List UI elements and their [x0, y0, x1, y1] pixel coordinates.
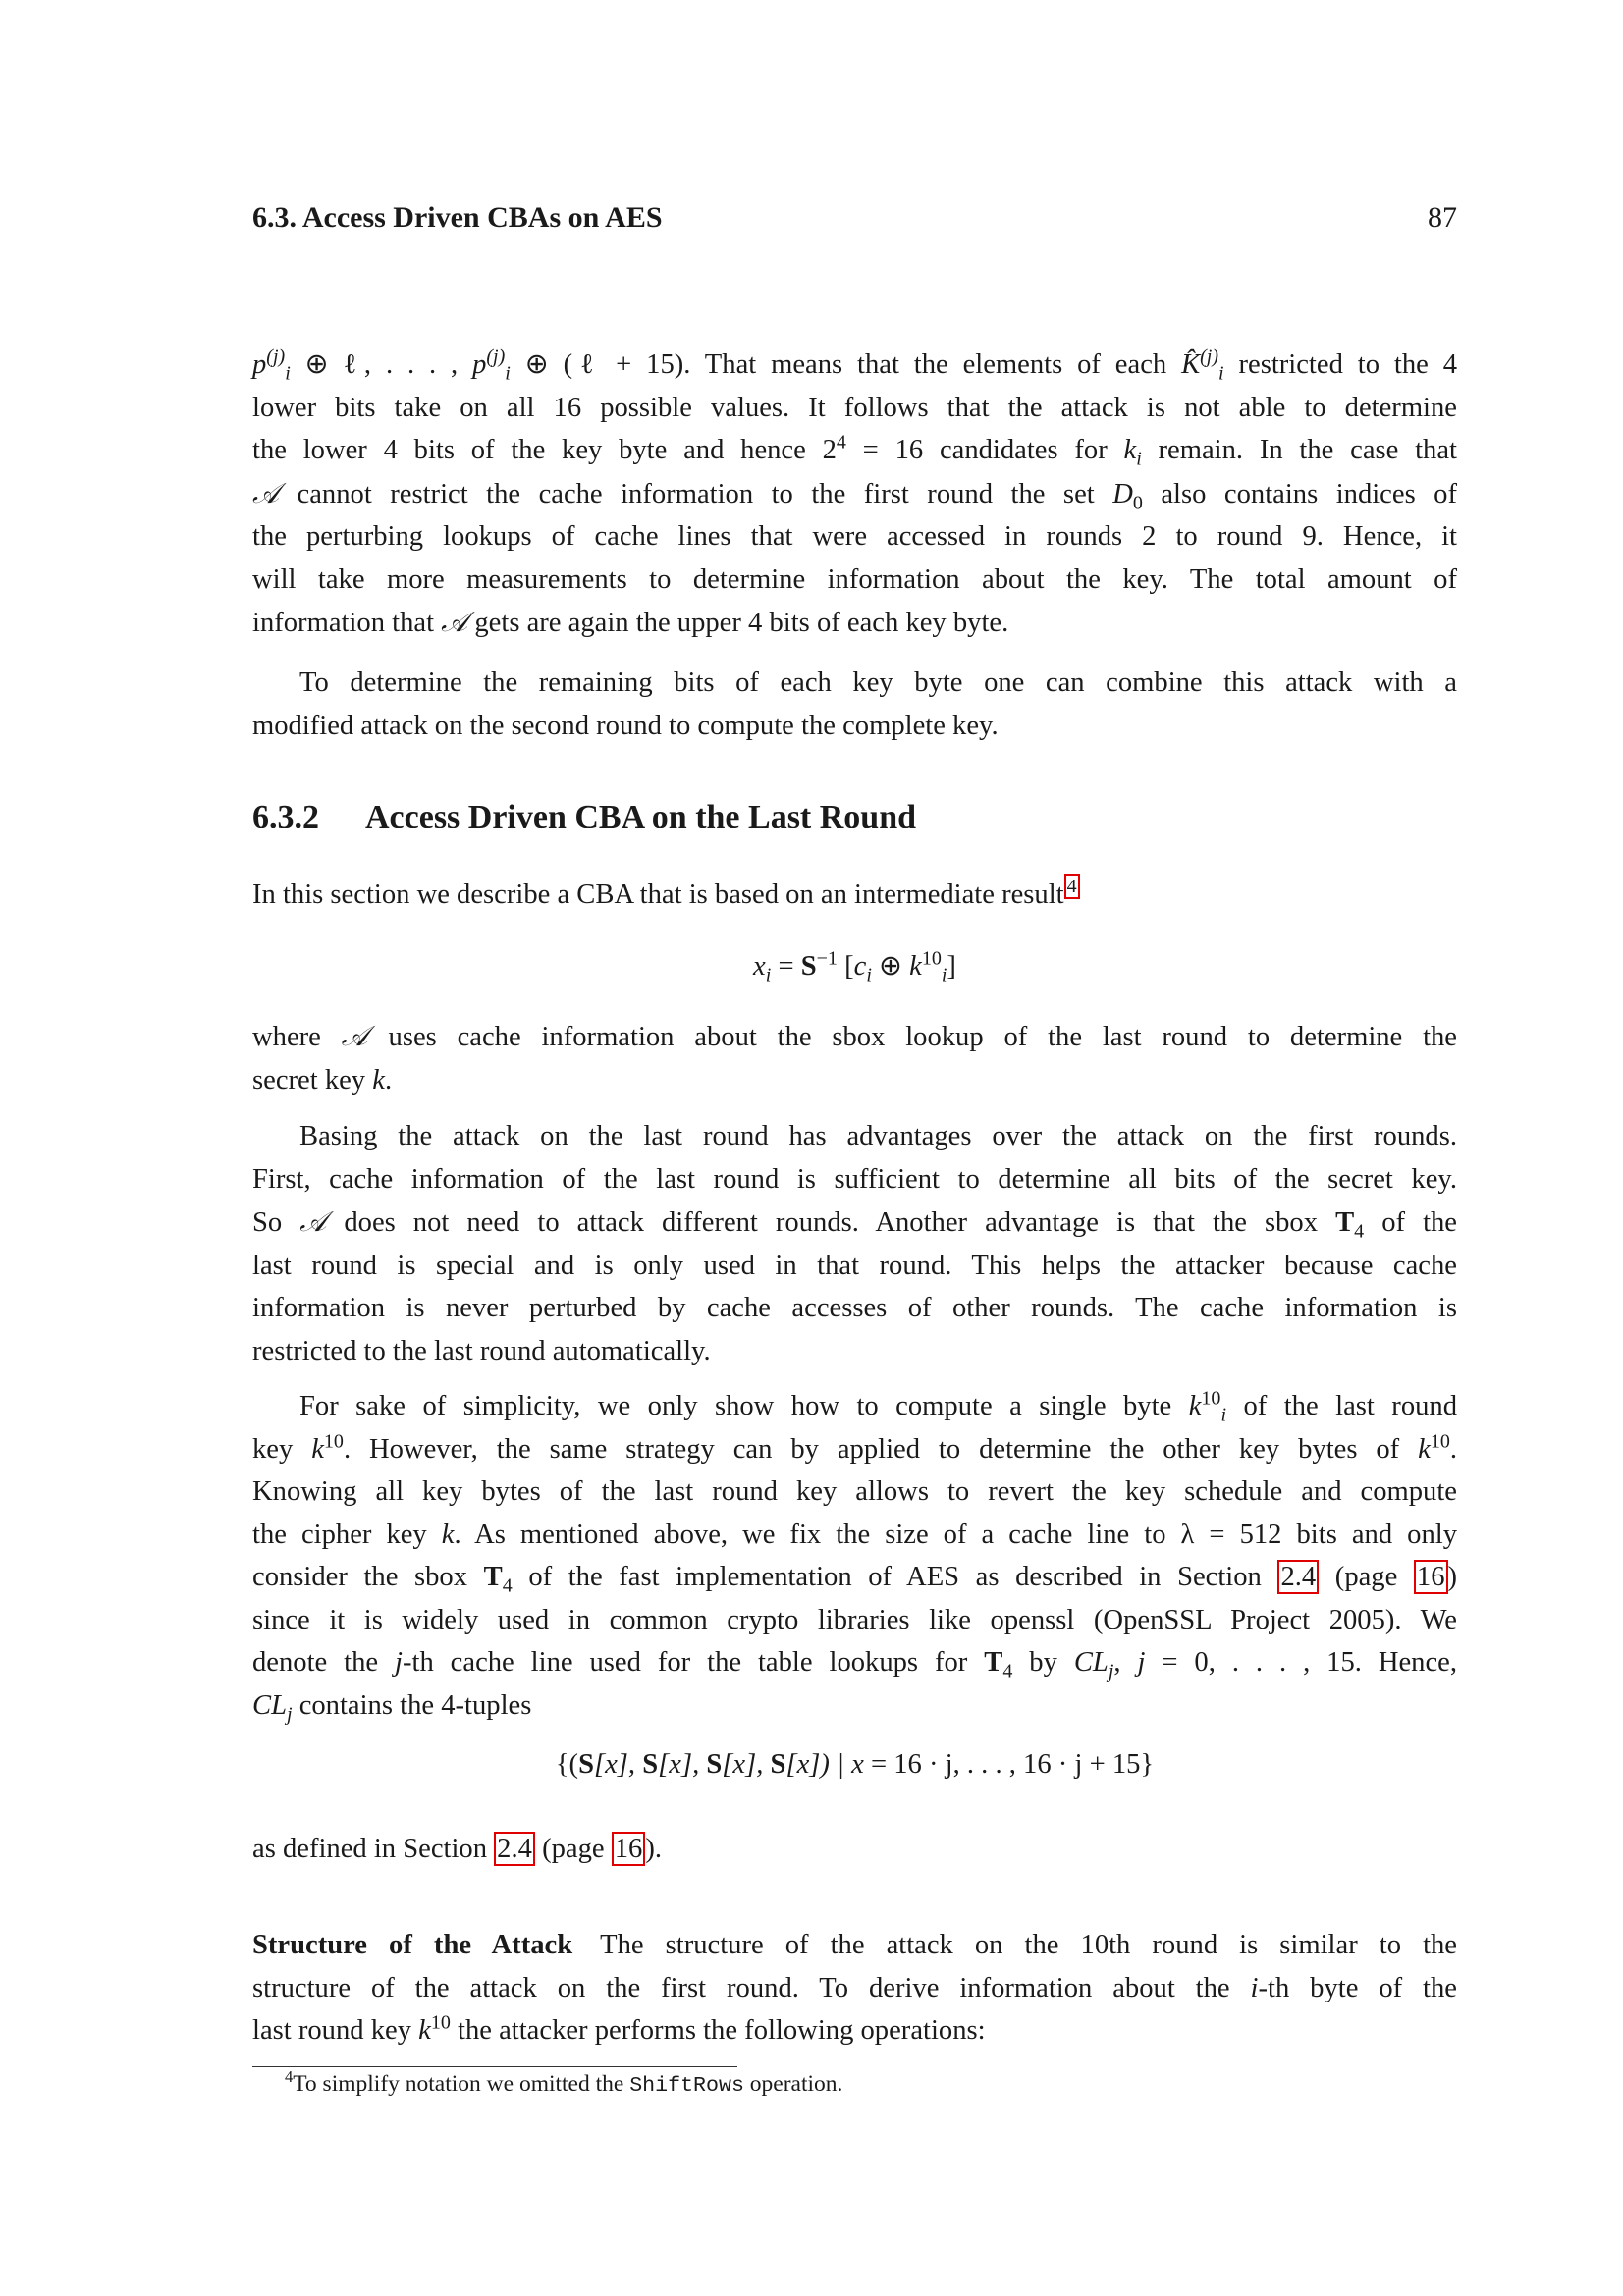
- text-run: = 0, . . . , 15. Hence,: [1145, 1647, 1458, 1678]
- text-run: [x],: [722, 1749, 771, 1780]
- text-run: denote the: [252, 1647, 396, 1678]
- math-j: j: [1137, 1647, 1146, 1678]
- text-run: where: [252, 1022, 342, 1052]
- math-sub: 4: [1002, 1660, 1013, 1682]
- paragraph-line: [252, 1641, 1457, 1684]
- math-s: S: [770, 1749, 786, 1780]
- page-link[interactable]: 16: [612, 1832, 646, 1866]
- math-sub: i: [866, 964, 872, 987]
- math-sup: (j): [486, 346, 506, 368]
- paragraph-line: last round is special and is only used in that round. This helps the attacker because cache: [252, 1250, 1457, 1281]
- math-sub: 0: [1132, 492, 1143, 514]
- text-run: = 16 candidates for: [845, 435, 1124, 465]
- text-run: [x],: [658, 1749, 707, 1780]
- header-title: 6.3. Access Driven CBAs on AES: [252, 201, 663, 234]
- paragraph-line: [252, 1924, 1457, 1967]
- math-j: j: [395, 1647, 403, 1678]
- paragraph-line: [252, 1015, 1457, 1059]
- text-run: consider the sbox: [252, 1562, 484, 1592]
- text-run: .: [1449, 1433, 1458, 1465]
- text-run: structure of the attack on the first round. To derive information about the: [252, 1972, 1251, 2003]
- paragraph-line: since it is widely used in common crypto libraries like openssl (OpenSSL Project 2005). We: [252, 1604, 1457, 1635]
- text-run: ).: [645, 1834, 662, 1864]
- math-i: i: [1250, 1972, 1259, 2003]
- text-run: the cipher key: [252, 1519, 442, 1550]
- text-run: -th byte of the: [1258, 1972, 1457, 2003]
- text-run: =: [771, 951, 801, 982]
- footnote-mark: 4: [285, 2067, 294, 2087]
- paragraph-5: [252, 1115, 1457, 1372]
- paragraph-line: [252, 1385, 1457, 1428]
- text-run: To simplify notation we omitted the: [293, 2071, 630, 2097]
- text-run: ⊕ (ℓ + 15). That means that the elements of each: [510, 349, 1182, 380]
- paragraph-8: [252, 1924, 1457, 2053]
- footnote: [285, 2067, 843, 2098]
- math-script-a: 𝒜: [441, 605, 468, 638]
- math-p: p: [472, 349, 487, 380]
- math-k: k: [1188, 1391, 1202, 1421]
- math-script-a: 𝒜: [299, 1204, 327, 1238]
- text-run: For sake of simplicity, we only show how to compute a single byte: [299, 1391, 1189, 1421]
- paragraph-line: First, cache information of the last round is sufficient to determine all bits of the secret key.: [252, 1163, 1457, 1195]
- section-link[interactable]: 2.4: [1277, 1560, 1319, 1594]
- math-s: S: [578, 1749, 594, 1780]
- text-run: of the last round: [1226, 1391, 1458, 1421]
- math-k: k: [418, 2015, 431, 2046]
- math-sup: (j): [266, 346, 286, 368]
- math-script-a: 𝒜: [341, 1019, 368, 1052]
- paragraph-6: [252, 1385, 1457, 1727]
- section-link[interactable]: 2.4: [494, 1832, 535, 1866]
- math-sub: i: [1136, 448, 1142, 470]
- text-run: ): [1447, 1562, 1458, 1592]
- math-k: k: [909, 951, 922, 982]
- math-sub: j: [286, 1703, 293, 1726]
- text-run: uses cache information about the sbox lookup of the last round to determine the: [367, 1022, 1457, 1052]
- paragraph-line: [252, 601, 1457, 645]
- math-sup: 4: [836, 431, 846, 454]
- math-t: T: [1335, 1207, 1355, 1238]
- paragraph-line: Knowing all key bytes of the last round key allows to revert the key schedule and compute: [252, 1476, 1457, 1507]
- math-d: D: [1112, 478, 1133, 509]
- text-run: ]: [947, 951, 956, 982]
- text-run: (page: [1319, 1562, 1414, 1592]
- text-run: So: [252, 1207, 300, 1238]
- paragraph-line: [252, 472, 1457, 516]
- text-run: also contains indices of: [1142, 478, 1458, 509]
- math-sub: i: [1218, 362, 1224, 385]
- paragraph-2: [252, 662, 1457, 747]
- text-run: = 16 · j, . . . , 16 · j + 15}: [863, 1749, 1155, 1780]
- section-title: Access Driven CBA on the Last Round: [365, 799, 917, 835]
- section-heading: [252, 799, 916, 836]
- paragraph-line: [252, 1201, 1457, 1245]
- math-p: p: [252, 349, 267, 380]
- text-run: {(: [555, 1749, 579, 1780]
- paragraph-line: [252, 874, 1457, 917]
- paragraph-line: [252, 1514, 1457, 1557]
- text-run: the attacker performs the following operations:: [450, 2015, 986, 2046]
- paragraph-line: [252, 344, 1457, 387]
- text-run: operation.: [743, 2071, 843, 2097]
- text-run: ⊕ ℓ, . . . ,: [290, 349, 473, 380]
- text-run: . However, the same strategy can by applied to determine the other key bytes of: [343, 1433, 1419, 1465]
- text-run: [: [837, 951, 854, 982]
- paragraph-line: will take more measurements to determine information about the key. The total amount of: [252, 563, 1457, 595]
- paragraph-7: [252, 1828, 1457, 1871]
- paragraph-line: [252, 429, 1457, 472]
- paragraph-line: [252, 1059, 1457, 1102]
- text-run: [x],: [593, 1749, 643, 1780]
- math-x: x: [753, 951, 766, 982]
- math-k: k: [311, 1433, 324, 1465]
- math-s: S: [642, 1749, 659, 1780]
- math-sub: i: [941, 964, 947, 987]
- paragraph-line: modified attack on the second round to compute the complete key.: [252, 710, 999, 741]
- math-k: k: [1418, 1433, 1431, 1465]
- math-sup: (j): [1200, 346, 1219, 368]
- text-run: ⊕: [871, 951, 910, 982]
- text-run: of the: [1364, 1207, 1457, 1238]
- paragraph-line: the perturbing lookups of cache lines that were accessed in rounds 2 to round 9. Hence, it: [252, 521, 1457, 552]
- math-sup: −1: [816, 947, 838, 970]
- text-run: as defined in Section: [252, 1834, 495, 1864]
- paragraph-4: [252, 1015, 1457, 1101]
- running-header: [252, 201, 1457, 240]
- math-sub: i: [505, 362, 511, 385]
- paragraph-line: [252, 1428, 1457, 1471]
- math-sup: 10: [430, 2011, 451, 2034]
- paragraph-line: [252, 2009, 1457, 2053]
- paragraph-line: restricted to the last round automatically.: [252, 1335, 711, 1366]
- text-run: cannot restrict the cache information to the first round the set: [279, 478, 1113, 509]
- math-sub: j: [1108, 1660, 1114, 1682]
- page-number: 87: [1428, 201, 1457, 234]
- paragraph-line: [252, 1684, 1457, 1728]
- text-run: remain. In the case that: [1141, 435, 1457, 465]
- text-run: [x]) |: [785, 1749, 852, 1780]
- math-cl: CL: [1073, 1647, 1109, 1678]
- math-sub: i: [285, 362, 291, 385]
- footnote-link[interactable]: 4: [1064, 874, 1080, 899]
- math-sub: 4: [1354, 1220, 1365, 1243]
- paragraph-line: Basing the attack on the last round has advantages over the attack on the first rounds.: [299, 1121, 1457, 1151]
- math-script-a: 𝒜: [252, 475, 280, 509]
- text-run: ,: [1113, 1647, 1138, 1678]
- math-sub: 4: [502, 1575, 513, 1597]
- text-run: does not need to attack different rounds. Another advantage is that the sbox: [326, 1207, 1336, 1238]
- section-number: 6.3.2: [252, 799, 319, 835]
- math-c: c: [853, 951, 867, 982]
- text-run: of the fast implementation of AES as described in Section: [512, 1562, 1278, 1592]
- math-sup: 10: [1201, 1387, 1221, 1410]
- text-run: In this section we describe a CBA that is based on an intermediate result: [252, 880, 1064, 910]
- text-run: information that: [252, 608, 442, 638]
- text-run: The structure of the attack on the 10th round is similar to the: [600, 1930, 1457, 1960]
- math-x: x: [851, 1749, 864, 1780]
- math-sup: 10: [1430, 1429, 1450, 1452]
- equation-1: [252, 947, 1457, 987]
- paragraph-line: lower bits take on all 16 possible values. It follows that the attack is not able to determine: [252, 392, 1457, 423]
- math-sub: i: [1220, 1404, 1226, 1426]
- equation-2: [252, 1749, 1457, 1781]
- paragraph-line: To determine the remaining bits of each key byte one can combine this attack with a: [299, 667, 1457, 698]
- math-sup: 10: [921, 947, 942, 970]
- math-k: k: [1123, 435, 1137, 465]
- text-run: .: [384, 1064, 393, 1095]
- math-cl: CL: [252, 1689, 287, 1721]
- text-run: last round key: [252, 2015, 419, 2046]
- footnote-rule: [252, 2066, 737, 2067]
- paragraph-3: [252, 874, 1457, 917]
- math-t: T: [984, 1647, 1003, 1678]
- text-run: (page: [534, 1834, 612, 1864]
- page-link[interactable]: 16: [1414, 1560, 1448, 1594]
- text-run: secret key: [252, 1064, 373, 1095]
- math-k-hat: K̂: [1181, 349, 1201, 380]
- math-k: k: [441, 1519, 455, 1550]
- paragraph-line: [252, 1828, 1457, 1871]
- text-run: the lower 4 bits of the key byte and hence 2: [252, 435, 837, 465]
- text-run: -th cache line used for the table lookups for: [402, 1647, 985, 1678]
- math-s: S: [706, 1749, 723, 1780]
- paragraph-line: information is never perturbed by cache accesses of other rounds. The cache information is: [252, 1293, 1457, 1323]
- paragraph-1: [252, 344, 1457, 645]
- text-run: . As mentioned above, we fix the size of a cache line to λ = 512 bits and only: [454, 1519, 1458, 1550]
- text-run: by: [1012, 1647, 1074, 1678]
- math-k: k: [372, 1064, 385, 1095]
- paragraph-heading: Structure of the Attack: [252, 1930, 573, 1960]
- math-sub: i: [765, 964, 772, 987]
- math-t: T: [483, 1562, 503, 1592]
- paragraph-line: [252, 1967, 1457, 2010]
- code-text: ShiftRows: [629, 2074, 744, 2098]
- text-run: key: [252, 1433, 312, 1465]
- paragraph-line: [252, 1556, 1457, 1599]
- text-run: gets are again the upper 4 bits of each key byte.: [467, 608, 1009, 638]
- math-sup: 10: [323, 1429, 344, 1452]
- math-s: S: [800, 951, 817, 982]
- text-run: contains the 4-tuples: [292, 1689, 532, 1721]
- text-run: restricted to the 4: [1223, 349, 1457, 380]
